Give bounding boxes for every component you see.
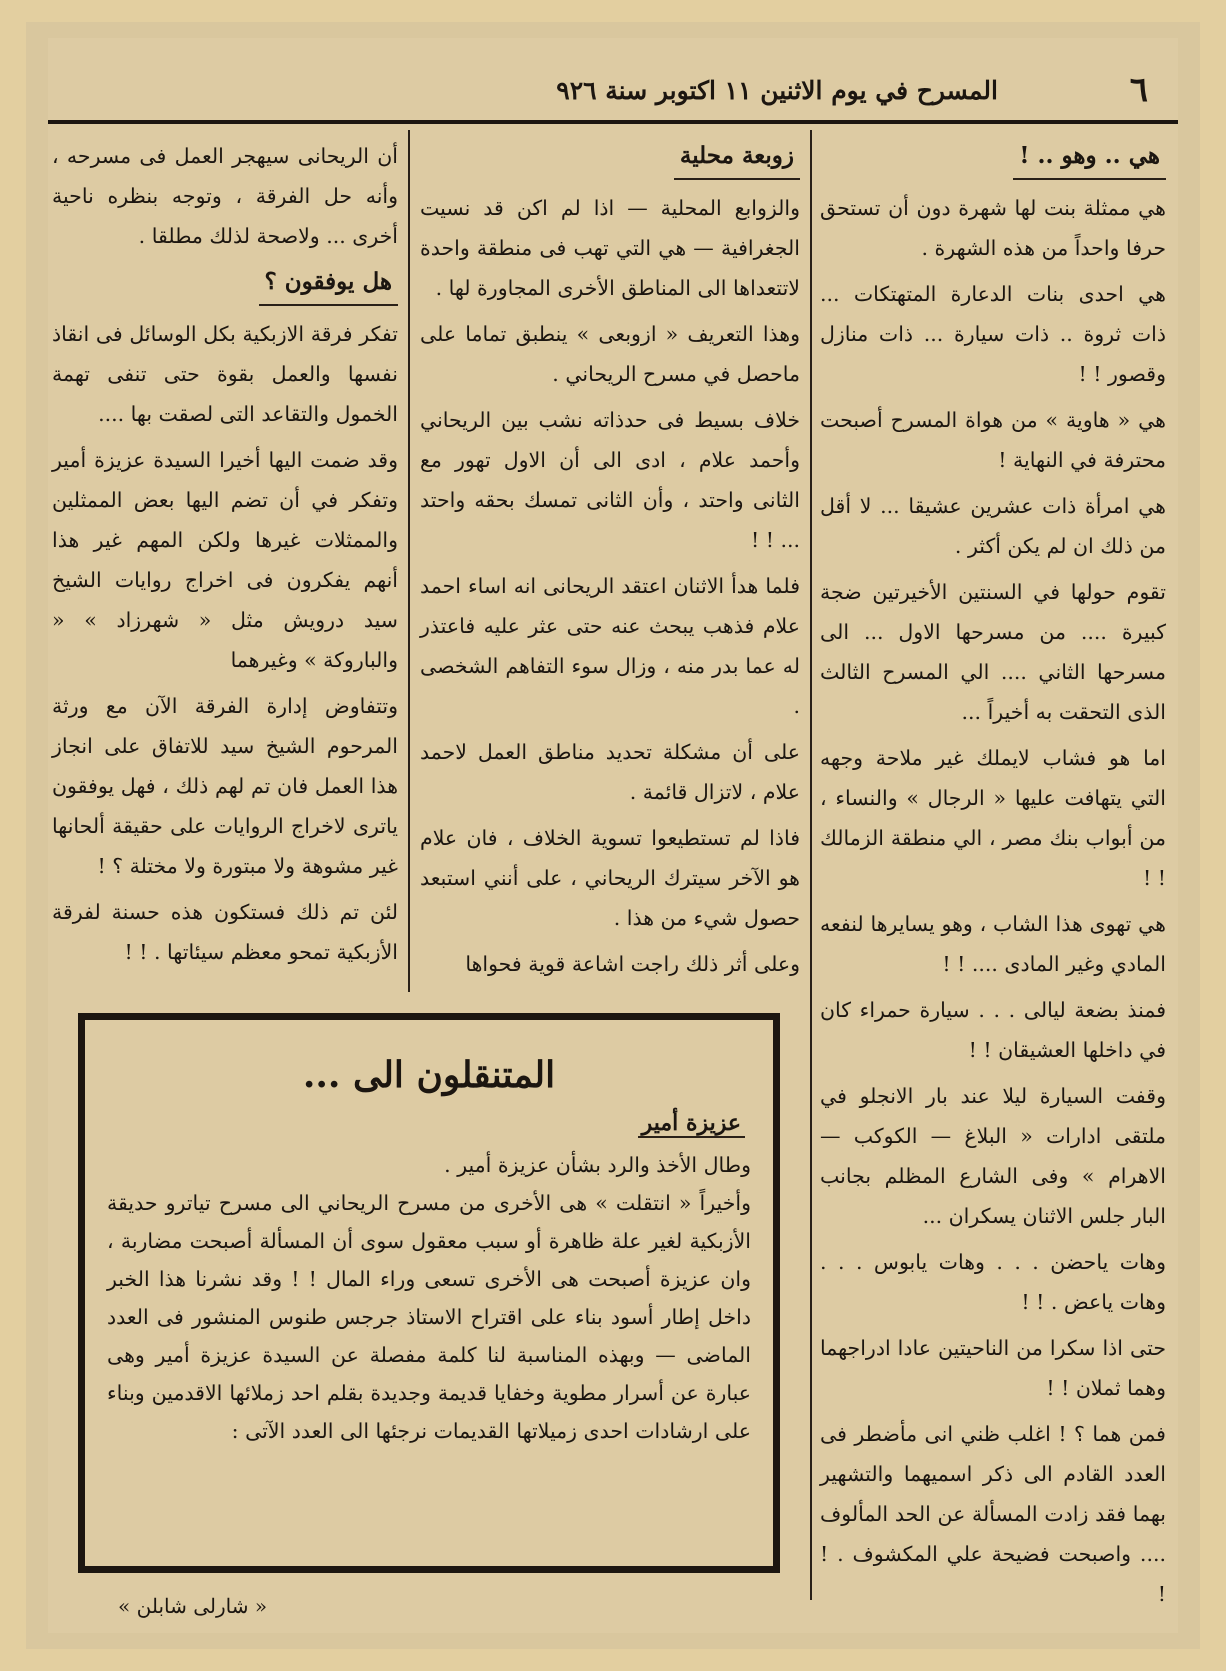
paragraph: هي امرأة ذات عشرين عشيقا ... لا أقل من ذلك ان لم يكن أكثر . <box>820 494 1166 558</box>
black-framed-article <box>78 1013 780 1573</box>
paragraph: تفكر فرقة الازبكية بكل الوسائل فى انقاذ نفسها والعمل بقوة حتى تنفى تهمة الخمول والتقاعد التى لصقت بها .... <box>52 322 398 426</box>
paragraph: اما هو فشاب لايملك غير ملاحة وجهه التي يتهافت عليها « الرجال » والنساء ، من أبواب بنك مصر ، الي منطقة الزمالك ! ! <box>820 746 1166 890</box>
paragraph: هي ممثلة بنت لها شهرة دون أن تستحق حرفا واحداً من هذه الشهرة . <box>820 196 1166 260</box>
paragraph: فمن هما ؟ ! اغلب ظني انى مأضطر فى العدد القادم الى ذكر اسميهما والتشهير بهما فقد زادت المسألة عن الحد المألوف .... واصبحت فضيحة علي المكشوف . ! ! <box>820 1422 1166 1606</box>
paragraph: أن الريحانى سيهجر العمل فى مسرحه ، وأنه حل الفرقة ، وتوجه بنظره ناحية أخرى ... ولاصحة لذلك مطلقا . <box>52 144 398 248</box>
paragraph: فاذا لم تستطيعوا تسوية الخلاف ، فان علام هو الآخر سيترك الريحاني ، على أنني استبعد حصول شيء من هذا . <box>420 826 800 930</box>
paragraph: هي احدى بنات الدعارة المتهتكات ... ذات ثروة .. ذات سيارة ... ذات منازل وقصور ! ! <box>820 282 1166 386</box>
paragraph: على أن مشكلة تحديد مناطق العمل لاحمد علام ، لاتزال قائمة . <box>420 740 800 804</box>
column-divider-left <box>408 130 410 992</box>
issue-date-title: المسرح في يوم الاثنين ١١ اكتوبر سنة ٩٢٦ <box>556 76 998 105</box>
paragraph: وتتفاوض إدارة الفرقة الآن مع ورثة المرحوم الشيخ سيد للاتفاق على انجاز هذا العمل فان تم لهم ذلك ، فهل يوفقون ياترى لاخراج الروايات على حقيقة ألحانها غير مشوهة ولا مبتورة ولا مختلة ؟ ! <box>52 694 398 878</box>
article-heading-zawbaa: زوبعة محلية <box>674 136 800 180</box>
paragraph: لئن تم ذلك فستكون هذه حسنة لفرقة الأزبكية تمحو معظم سيئاتها . ! ! <box>52 900 398 964</box>
paragraph: تقوم حولها في السنتين الأخيرتين ضجة كبيرة .... من مسرحها الاول ... الى مسرحها الثاني .... الي المسرح الثالث الذى التحقت به أخيراً ... <box>820 580 1166 724</box>
paragraph: فمنذ بضعة ليالى . . . سيارة حمراء كان في داخلها العشيقان ! ! <box>820 998 1166 1062</box>
column-left <box>52 136 398 978</box>
column-middle <box>420 136 800 990</box>
paragraph: وقفت السيارة ليلا عند بار الانجلو في ملتقى ادارات « البلاغ — الكوكب — الاهرام » وفى الشارع المظلم بجانب البار جلس الاثنان يسكران ... <box>820 1084 1166 1228</box>
column-divider-right <box>810 130 812 1600</box>
boxed-article-body <box>107 1146 751 1450</box>
byline-text: عزيزة أمير <box>638 1110 745 1138</box>
boxed-article-title: المتنقلون الى ... <box>302 1054 556 1096</box>
paragraph: حتى اذا سكرا من الناحيتين عادا ادراجهما وهما ثملان ! ! <box>820 1336 1166 1400</box>
paragraph: وهذا التعريف « ازوبعى » ينطبق تماما على ماحصل في مسرح الريحاني . <box>420 322 800 386</box>
paragraph: فلما هدأ الاثنان اعتقد الريحانى انه اساء احمد علام فذهب يبحث عنه حتى عثر عليه فاعتذر له عما بدر منه ، وزال سوء التفاهم الشخصى . <box>420 574 800 718</box>
page-number: ٦ <box>1129 70 1148 110</box>
boxed-article-byline <box>107 1110 745 1136</box>
column-right <box>820 136 1166 1620</box>
paragraph: هي « هاوية » من هواة المسرح أصبحت محترفة في النهاية ! <box>820 408 1166 472</box>
paragraph: وقد ضمت اليها أخيرا السيدة عزيزة أمير وتفكر في أن تضم اليها بعض الممثلين والممثلات غيرها ولكن المهم غير هذا أنهم يفكرون فى اخراج روايات الشيخ سيد درويش مثل « شهرزاد » « والباروكة » وغيرهما <box>52 448 398 672</box>
scan-page <box>26 22 1200 1649</box>
header-rule <box>48 120 1178 124</box>
paragraph: والزوابع المحلية — اذا لم اكن قد نسيت الجغرافية — هي التي تهب فى منطقة واحدة لاتتعداها الى المناطق الأخرى المجاورة لها . <box>420 196 800 300</box>
newspaper-sheet <box>48 38 1178 1633</box>
paragraph: وهات ياحضن . . . وهات يابوس . . . وهات ياعض . ! ! <box>820 1250 1166 1314</box>
article-heading-hal-yuwaffaqun: هل يوفقون ؟ <box>259 262 398 306</box>
paragraph: وأخيراً « انتقلت » هى الأخرى من مسرح الريحاني الى مسرح تياترو حديقة الأزبكية لغير علة ظاهرة أو سبب معقول سوى أن المسألة أصبحت مضاربة ، وان عزيزة أصبحت هى الأخرى تسعى وراء المال ! ! وقد نشرنا هذا الخبر داخل إطار أسود بناء على اقتراح الاستاذ جرجس طنوس المنشور فى العدد الماضى — وبهذه المناسبة لنا كلمة مفصلة عن السيدة عزيزة أمير وهى عبارة عن أسرار مطوية وخفايا قديمة وجديدة بقلم احد زملائها الاقدمين وبناء على ارشادات احدى زميلاتها القديمات نرجئها الى العدد الآتى : <box>107 1191 751 1443</box>
paragraph: وعلى أثر ذلك راجت اشاعة قوية فحواها <box>465 952 800 976</box>
author-signature: « شارلى شابلن » <box>118 1594 268 1618</box>
masthead <box>48 38 1178 118</box>
article-heading-hi-wa-huwa: هي .. وهو .. ! <box>1013 136 1166 180</box>
paragraph: هي تهوى هذا الشاب ، وهو يسايرها لنفعه المادي وغير المادى .... ! ! <box>820 912 1166 976</box>
paragraph: وطال الأخذ والرد بشأن عزيزة أمير . <box>444 1153 751 1177</box>
paragraph: خلاف بسيط فى حدذاته نشب بين الريحاني وأحمد علام ، ادى الى أن الاول تهور مع الثانى واحتد ، وأن الثانى تمسك بحقه واحتد ... ! ! <box>420 408 800 552</box>
